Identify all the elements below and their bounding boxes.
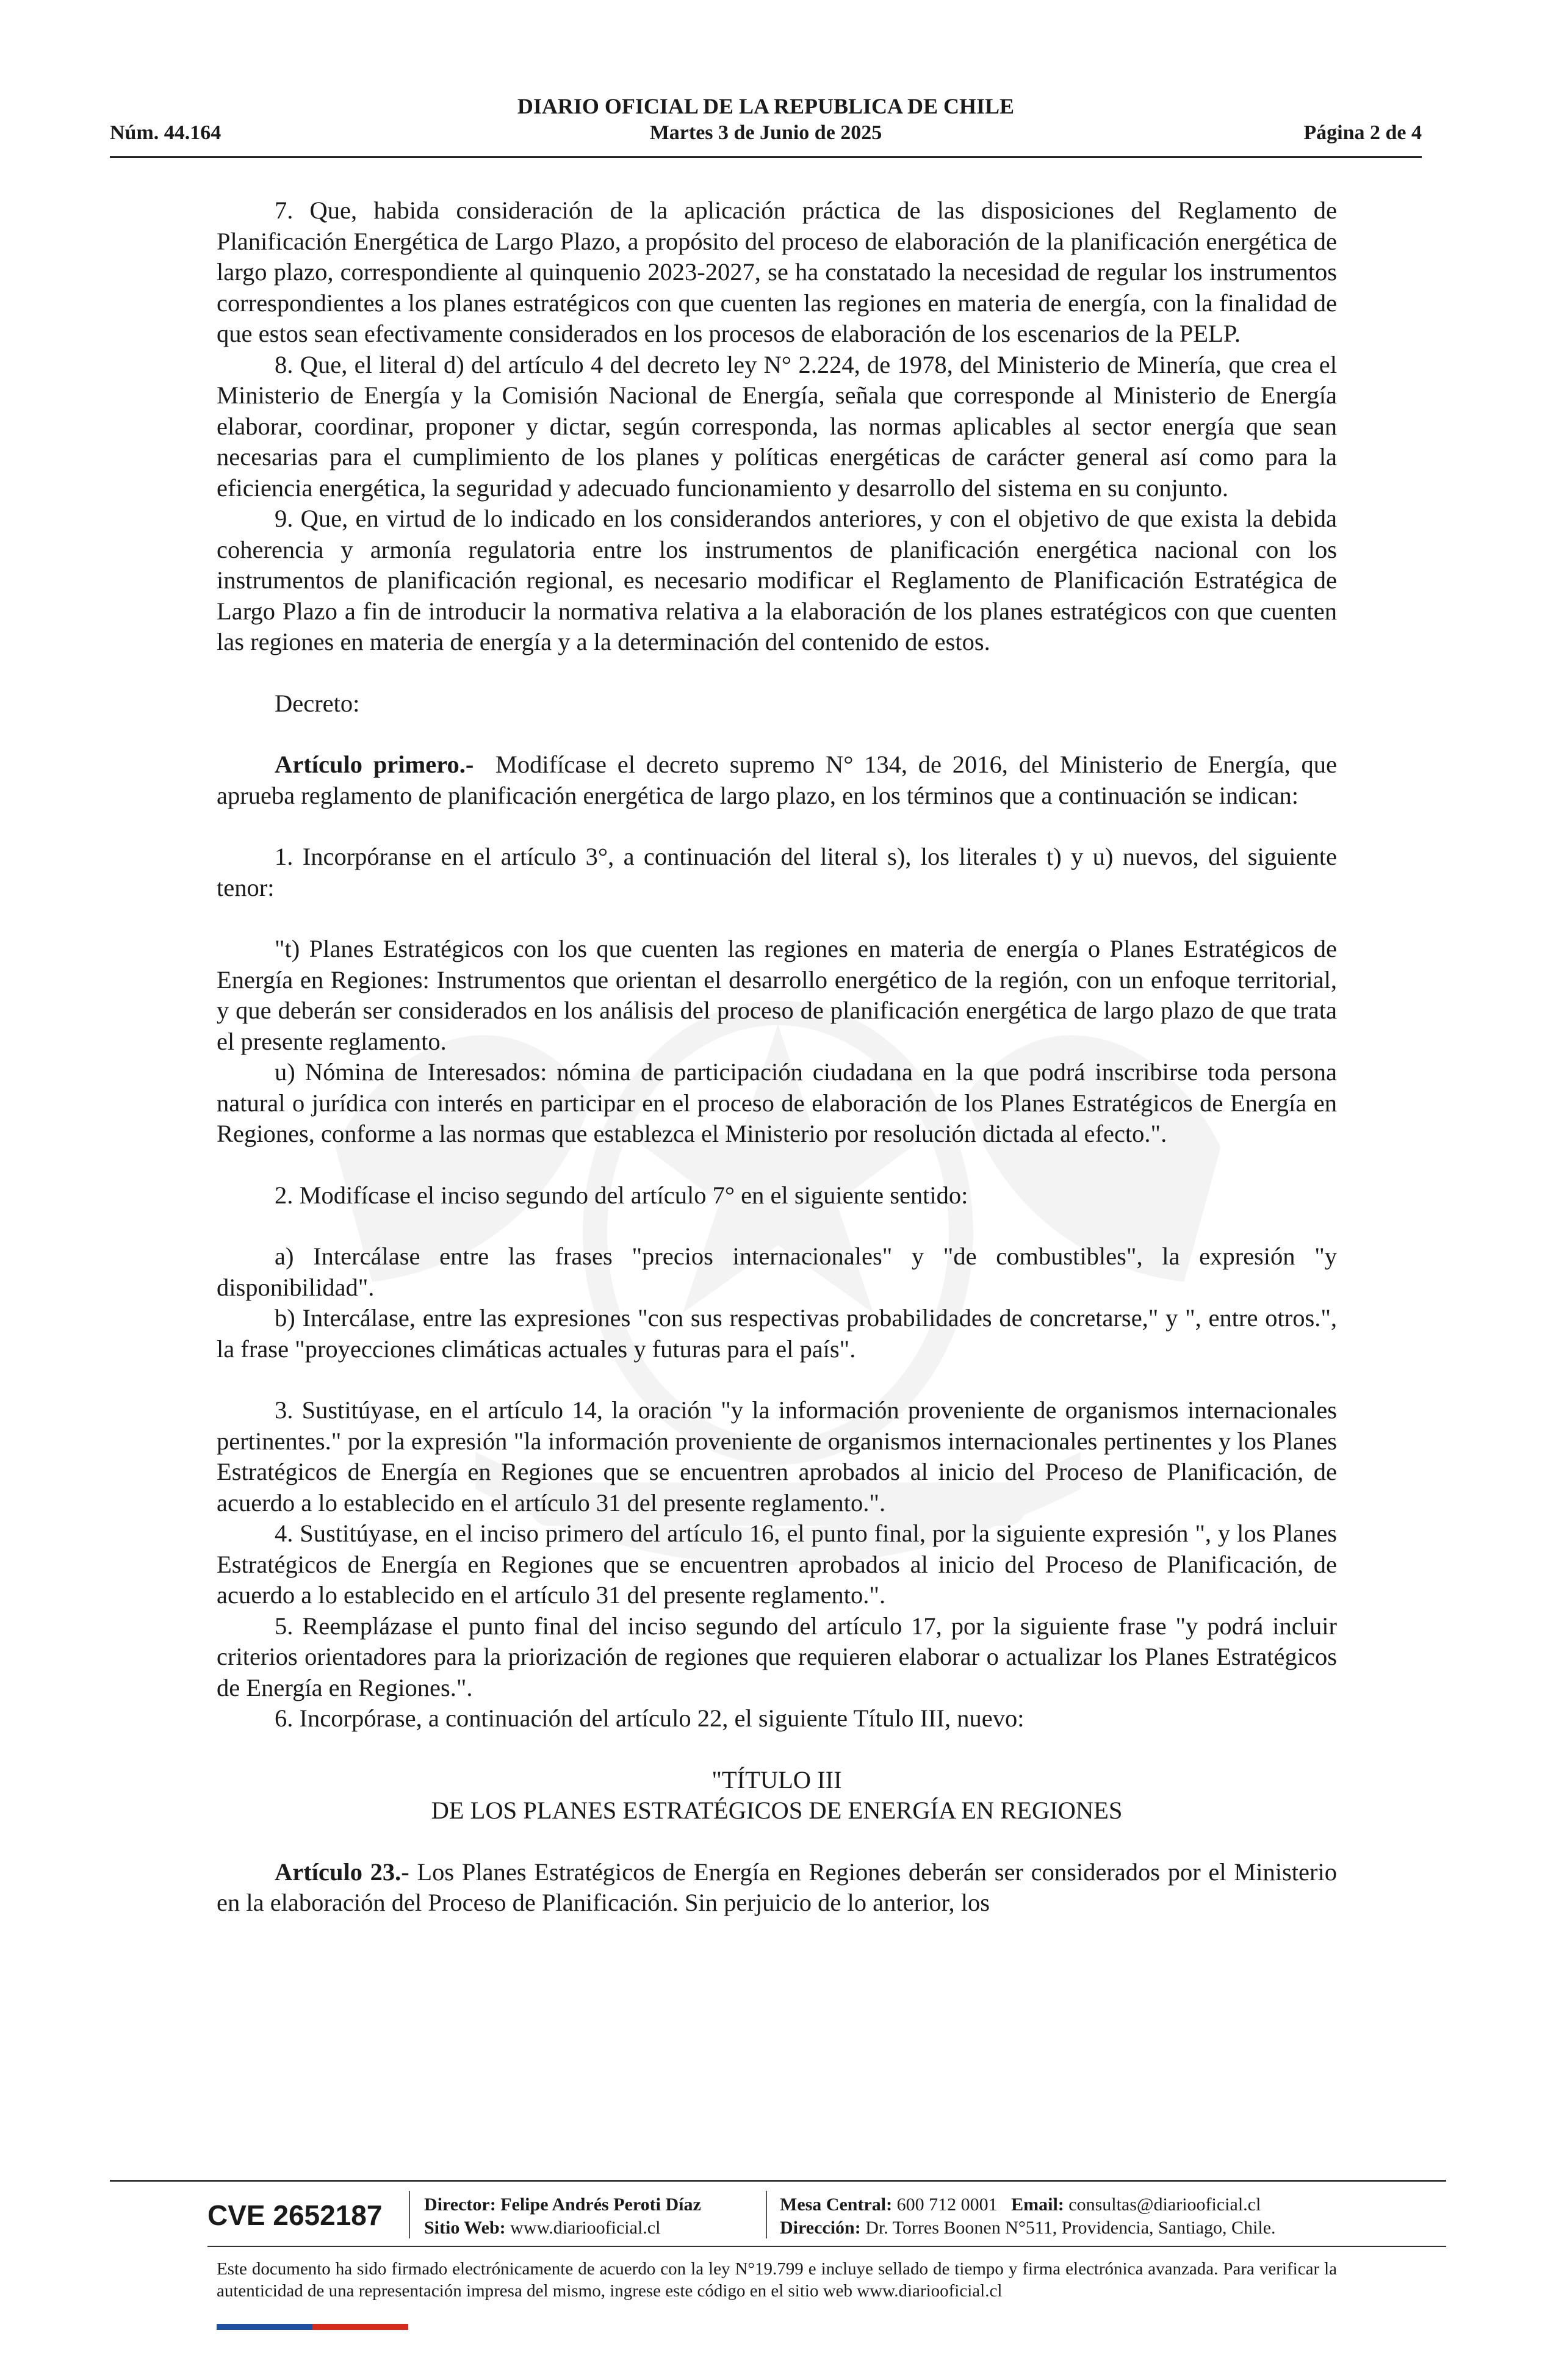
footer-contact-block (780, 2193, 1276, 2240)
director-name: Felipe Andrés Peroti Díaz (500, 2194, 701, 2215)
footer-divider-secondary (207, 2246, 1446, 2247)
header-divider (110, 156, 1422, 158)
footer-separator (766, 2191, 767, 2238)
cve-code: CVE 2652187 (207, 2199, 383, 2231)
paragraph-considerando-7: 7. Que, habida consideración de la aplicación práctica de las disposiciones del Reglamento de Planificación Energética de Largo Plazo, a propósito del proceso de elaboración de la planificación energética de largo plazo, correspondiente al quinquenio 2023-2027, se ha constatado la necesidad de regular los instrumentos correspondientes a los planes estratégicos con que cuenten las regiones en materia de energía, con la finalidad de que estos sean efectivamente considerados en los procesos de elaboración de los escenarios de la PELP. (217, 197, 1337, 347)
paragraph-item-5: 5. Reemplázase el punto final del inciso segundo del artículo 17, por la siguiente frase "y podrá incluir criterios orientadores para la priorización de regiones que requieren elaborar o actualizar los Planes Estratégicos de Energía en Regiones.". (217, 1612, 1337, 1701)
legal-notice: Este documento ha sido firmado electrónicamente de acuerdo con la ley N°19.799 e incluye sellado de tiempo y firma electrónica avanzada. Para verificar la autenticidad de una representación impresa del mismo, ingrese este código en el sitio web www.diariooficial.cl (217, 2259, 1337, 2301)
paragraph-articulo-23 (217, 1857, 1337, 1919)
email-label: Email: (1011, 2194, 1064, 2215)
site-link[interactable]: www.diariooficial.cl (510, 2218, 661, 2238)
newspaper-title: DIARIO OFICIAL DE LA REPUBLICA DE CHILE (517, 94, 1015, 118)
paragraph-item-4: 4. Sustitúyase, en el inciso primero del artículo 16, el punto final, por la siguiente expresión ", y los Planes Estratégicos de Energía en Regiones que se encuentren aprobados al inicio del Proceso de Planificación, de acuerdo a lo establecido en el artículo 31 del presente reglamento.". (217, 1520, 1337, 1609)
paragraph-considerando-9: 9. Que, en virtud de lo indicado en los considerandos anteriores, y con el objetivo de que exista la debida coherencia y armonía regulatoria entre los instrumentos de planificación energética nacional con los instrumentos de planificación regional, es necesario modificar el Reglamento de Planificación Estratégica de Largo Plazo a fin de introducir la normativa relativa a la elaboración de los planes estratégicos con que cuenten las regiones en materia de energía y a la determinación del contenido de estos. (217, 505, 1337, 655)
phone-label: Mesa Central: (780, 2194, 893, 2215)
paragraph-considerando-8: 8. Que, el literal d) del artículo 4 del decreto ley N° 2.224, de 1978, del Ministerio de Minería, que crea el Ministerio de Energía y la Comisión Nacional de Energía, señala que corresponde al Ministerio de Energía elaborar, coordinar, proponer y dictar, según corresponda, las normas aplicables al sector energía que sean necesarias para el cumplimiento de los planes y políticas energéticas de carácter general así como para la eficiencia energética, la seguridad y adecuado funcionamiento y desarrollo del sistema en su conjunto. (217, 350, 1337, 502)
flag-bar-red (312, 2324, 408, 2330)
address-label: Dirección: (780, 2218, 861, 2238)
titulo-iii-subheading: DE LOS PLANES ESTRATÉGICOS DE ENERGÍA EN REGIONES (431, 1797, 1123, 1824)
paragraph-item-3: 3. Sustitúyase, en el artículo 14, la oración "y la información proveniente de organismos internacionales pertinentes." por la expresión "la información proveniente de organismos internacionales pertinentes y los Planes Estratégicos de Energía en Regiones que se encuentren aprobados al inicio del Proceso de Planificación, de acuerdo a lo establecido en el artículo 31 del presente reglamento.". (217, 1396, 1337, 1516)
articulo-23-text: Los Planes Estratégicos de Energía en Regiones deberán ser considerados por el Ministerio en la elaboración del Proceso de Planificación. Sin perjuicio de lo anterior, los (217, 1858, 1338, 1916)
paragraph-item-2a: a) Intercálase entre las frases "precios internacionales" y "de combustibles", la expresión "y disponibilidad". (217, 1242, 1337, 1301)
articulo-primero-text: Modifícase el decreto supremo N° 134, de 2016, del Ministerio de Energía, que aprueba reglamento de planificación energética de largo plazo, en los términos que a continuación se indican: (217, 751, 1337, 809)
footer-divider (110, 2180, 1446, 2182)
paragraph-articulo-primero (217, 749, 1337, 811)
address-value: Dr. Torres Boonen N°511, Providencia, Santiago, Chile. (865, 2218, 1276, 2238)
email-link[interactable]: consultas@diariooficial.cl (1068, 2194, 1261, 2215)
footer-separator (409, 2191, 410, 2238)
paragraph-item-6: 6. Incorpórase, a continuación del artículo 22, el siguiente Título III, nuevo: (275, 1704, 1025, 1732)
page-indicator: Página 2 de 4 (1303, 121, 1422, 144)
paragraph-literal-t: "t) Planes Estratégicos con los que cuenten las regiones en materia de energía o Planes Estratégicos de Energía en Regiones: Instrumentos que orientan el desarrollo energético de la región, con un enfoque territorial, y que deberán ser considerados en los análisis del proceso de planificación energética de largo plazo de que trata el presente reglamento. (217, 935, 1337, 1055)
paragraph-item-2: 2. Modifícase el inciso segundo del artículo 7° en el siguiente sentido: (275, 1181, 968, 1209)
flag-bar-blue (217, 2324, 312, 2330)
phone-value: 600 712 0001 (896, 2194, 998, 2215)
decreto-heading: Decreto: (275, 689, 360, 717)
page-header (110, 93, 1422, 160)
articulo-23-label: Artículo 23.- (275, 1858, 409, 1886)
titulo-iii-heading: "TÍTULO III (711, 1765, 842, 1794)
publication-date: Martes 3 de Junio de 2025 (649, 121, 882, 144)
header-center (110, 93, 1422, 146)
document-body (217, 195, 1337, 1919)
paragraph-item-2b: b) Intercálase, entre las expresiones "con sus respectivas probabilidades de concretarse," y ", entre otros.", la frase "proyecciones climáticas actuales y futuras para el país". (217, 1304, 1337, 1363)
director-label: Director: (424, 2194, 496, 2215)
articulo-primero-label: Artículo primero.- (275, 751, 474, 778)
paragraph-item-1: 1. Incorpóranse en el artículo 3°, a continuación del literal s), los literales t) y u) nuevos, del siguiente tenor: (217, 843, 1337, 901)
site-label: Sitio Web: (424, 2218, 506, 2238)
footer-director-block (424, 2193, 701, 2240)
issue-number: Núm. 44.164 (110, 121, 222, 144)
paragraph-literal-u: u) Nómina de Interesados: nómina de participación ciudadana en la que podrá inscribirse toda persona natural o jurídica con interés en participar en el proceso de elaboración de los Planes Estratégicos de Energía en Regiones, conforme a las normas que establezca el Ministerio por resolución dictada al efecto.". (217, 1058, 1337, 1147)
